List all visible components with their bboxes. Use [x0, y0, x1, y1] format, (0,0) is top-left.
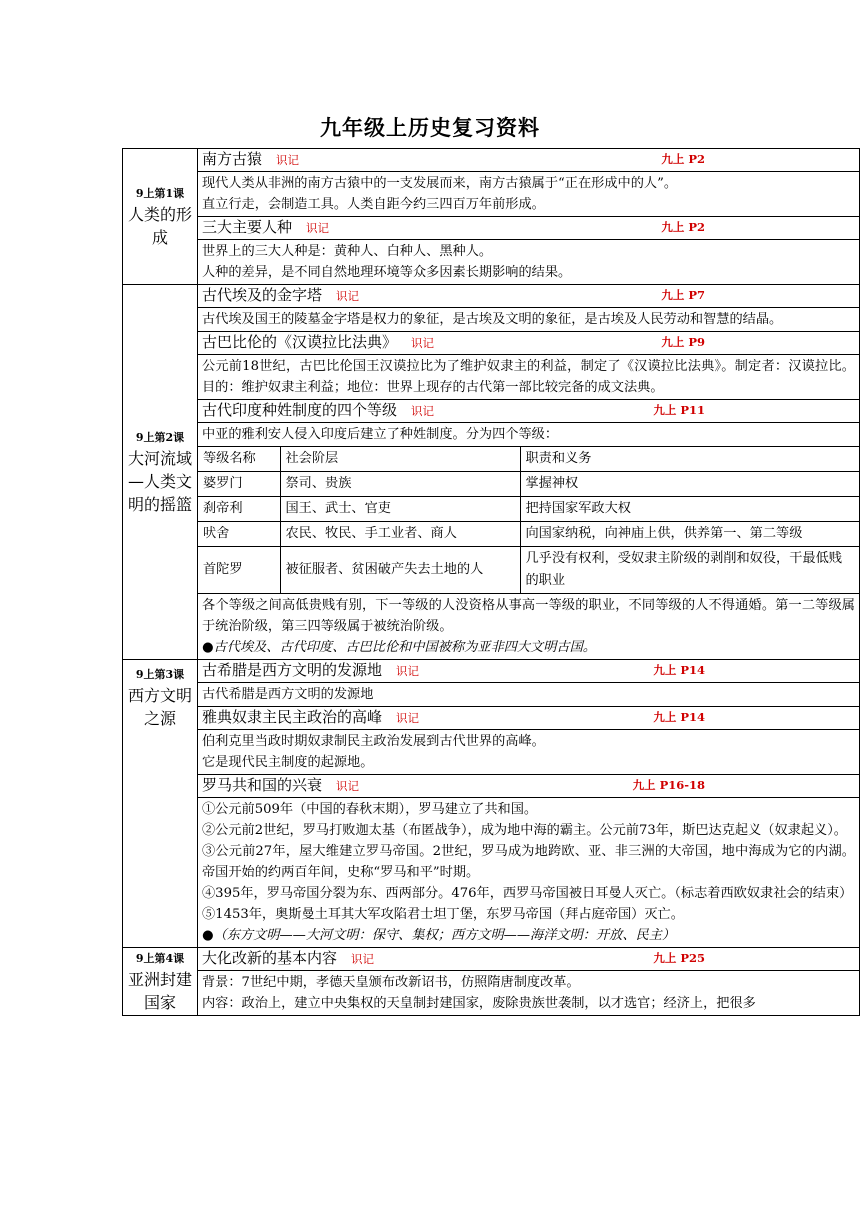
caste-name: 首陀罗 — [198, 547, 280, 594]
page-ref: 九上 P2 — [661, 152, 705, 166]
text-line: 各个等级之间高低贵贱有别，下一等级的人没资格从事高一等级的职业，不同等级的人不得通婚。第一二等级属于统治阶级，第三四等级属于被统治阶级。 — [202, 598, 855, 634]
text-line: 世界上的三大人种是：黄种人、白种人、黑种人。 — [202, 244, 493, 259]
section-body — [198, 423, 860, 447]
memorize-mark: 识记 — [396, 664, 420, 678]
section-title: 罗马共和国的兴衰 — [202, 776, 323, 794]
caste-duty: 几乎没有权利，受奴隶主阶级的剥削和奴役，干最低贱的职业 — [525, 551, 842, 588]
section-body — [198, 172, 860, 217]
caste-name: 婆罗门 — [198, 472, 280, 497]
caste-class: 国王、武士、官吏 — [280, 497, 520, 522]
caste-duty: 掌握神权 — [520, 472, 859, 497]
lesson-label: 9上第1课 — [135, 186, 185, 200]
text-line: ②公元前2世纪，罗马打败迦太基（布匿战争），成为地中海的霸主。公元前73年，斯巴达克起义（奴隶起义）。 — [202, 823, 847, 838]
memorize-mark: 识记 — [396, 711, 420, 725]
lesson-cell — [123, 149, 198, 285]
text-line: 古代埃及国王的陵墓金字塔是权力的象征，是古埃及文明的象征，是古埃及人民劳动和智慧的结晶。 — [202, 312, 783, 327]
text-line: ③公元前27年，屋大维建立罗马帝国。2世纪，罗马成为地跨欧、亚、非三洲的大帝国，地中海成为它的内湖。帝国开始的约两百年间，史称“罗马和平”时期。 — [202, 844, 855, 880]
table-row — [198, 522, 859, 547]
lesson-label: 9上第4课 — [135, 951, 185, 965]
memorize-mark: 识记 — [336, 779, 360, 793]
lesson-label: 9上第3课 — [135, 668, 185, 681]
caste-class: 被征服者、贫困破产失去土地的人 — [280, 547, 520, 594]
section-title: 雅典奴隶主民主政治的高峰 — [202, 708, 383, 726]
caste-name: 吠舍 — [198, 522, 280, 547]
lesson-cell — [123, 660, 198, 948]
text-line: 内容：政治上，建立中央集权的天皇制封建国家，废除贵族世袭制，以才选官；经济上，把很多 — [202, 996, 756, 1011]
section-header — [198, 948, 860, 971]
page-title: 九年级上历史复习资料 — [320, 116, 540, 140]
text-line: ④395年，罗马帝国分裂为东、西两部分。476年，西罗马帝国被日耳曼人灭亡。（标志着西欧奴隶社会的结束） — [202, 886, 853, 901]
text-line: 人种的差异，是不同自然地理环境等众多因素长期影响的结果。 — [202, 265, 572, 280]
section-title: 古希腊是西方文明的发源地 — [202, 661, 383, 679]
memorize-mark: 识记 — [276, 153, 300, 167]
text-line: 背景：7世纪中期，孝德天皇颁布改新诏书，仿照隋唐制度改革。 — [202, 975, 580, 990]
caste-name: 刹帝利 — [198, 497, 280, 522]
page-ref: 九上 P14 — [653, 663, 705, 677]
section-body — [198, 308, 860, 332]
caste-duty: 向国家纳税，向神庙上供，供养第一、第二等级 — [520, 522, 859, 547]
caste-table-cell — [198, 447, 860, 594]
section-body — [198, 683, 860, 707]
text-line: 它是现代民主制度的起源地。 — [202, 755, 374, 770]
lesson-cell — [123, 948, 198, 1016]
page-ref: 九上 P16-18 — [632, 778, 705, 792]
section-title: 古代印度种姓制度的四个等级 — [202, 401, 398, 419]
text-line: 中亚的雅利安人侵入印度后建立了种姓制度。分为四个等级： — [202, 427, 559, 442]
column-header: 社会阶层 — [280, 447, 520, 472]
lesson-name: 西方文明之源 — [127, 686, 192, 728]
section-title: 三大主要人种 — [202, 218, 293, 236]
section-header — [198, 775, 860, 798]
memorize-mark: 识记 — [336, 289, 360, 303]
section-header — [198, 217, 860, 240]
text-line: 公元前18世纪，古巴比伦国王汉谟拉比为了维护奴隶主的利益，制定了《汉谟拉比法典》。制定者：汉谟拉比。目的：维护奴隶主利益；地位：世界上现存的古代第一部比较完备的成文法典。 — [202, 359, 855, 395]
page-ref: 九上 P2 — [661, 220, 705, 234]
caste-class: 农民、牧民、手工业者、商人 — [280, 522, 520, 547]
page-ref: 九上 P7 — [661, 288, 705, 302]
section-header — [198, 707, 860, 730]
section-body — [198, 798, 860, 948]
caste-duty: 把持国家军政大权 — [520, 497, 859, 522]
section-header — [198, 660, 860, 683]
section-body — [198, 355, 860, 400]
text-line: 现代人类从非洲的南方古猿中的一支发展而来，南方古猿属于“正在形成中的人”。 — [202, 176, 678, 191]
caste-class: 祭司、贵族 — [280, 472, 520, 497]
section-header — [198, 332, 860, 355]
section-body — [198, 240, 860, 285]
section-title: 古代埃及的金字塔 — [202, 286, 323, 304]
caste-table — [198, 447, 859, 593]
lesson-cell — [123, 285, 198, 660]
section-header — [198, 149, 860, 172]
section-title: 南方古猿 — [202, 150, 263, 168]
memorize-mark: 识记 — [306, 221, 330, 235]
lesson-name: 人类的形成 — [127, 204, 192, 247]
section-title: 大化改新的基本内容 — [202, 949, 338, 967]
memorize-mark: 识记 — [411, 336, 435, 350]
section-body — [198, 594, 860, 660]
page-ref: 九上 P25 — [653, 951, 705, 965]
review-table — [122, 148, 860, 1016]
note-line: ●古代埃及、古代印度、古巴比伦和中国被称为亚非四大文明古国。 — [202, 640, 596, 655]
lesson-name: 亚洲封建国家 — [127, 969, 192, 1012]
section-header — [198, 285, 860, 308]
page-ref: 九上 P14 — [653, 710, 705, 724]
note-line: ●（东方文明——大河文明：保守、集权；西方文明——海洋文明：开放、民主） — [202, 928, 676, 943]
caste-header-row — [198, 447, 859, 472]
text-line: 直立行走，会制造工具。人类自距今约三四百万年前形成。 — [202, 197, 545, 212]
memorize-mark: 识记 — [351, 952, 375, 966]
lesson-name: 大河流域—人类文明的摇篮 — [127, 448, 192, 514]
column-header: 职责和义务 — [520, 447, 859, 472]
lesson-label: 9上第2课 — [135, 430, 185, 444]
table-row — [198, 472, 859, 497]
section-body — [198, 730, 860, 775]
text-line: ⑤1453年，奥斯曼土耳其大军攻陷君士坦丁堡，东罗马帝国（拜占庭帝国）灭亡。 — [202, 907, 684, 922]
page-ref: 九上 P11 — [653, 403, 705, 417]
memorize-mark: 识记 — [411, 404, 435, 418]
table-row — [198, 547, 859, 594]
page-ref: 九上 P9 — [661, 335, 705, 349]
column-header: 等级名称 — [198, 447, 280, 472]
text-line: 古代希腊是西方文明的发源地 — [202, 687, 374, 702]
section-body — [198, 971, 860, 1016]
table-row — [198, 497, 859, 522]
section-title: 古巴比伦的《汉谟拉比法典》 — [202, 333, 398, 351]
text-line: 伯利克里当政时期奴隶制民主政治发展到古代世界的高峰。 — [202, 734, 545, 749]
section-header — [198, 400, 860, 423]
text-line: ①公元前509年（中国的春秋末期），罗马建立了共和国。 — [202, 802, 538, 817]
